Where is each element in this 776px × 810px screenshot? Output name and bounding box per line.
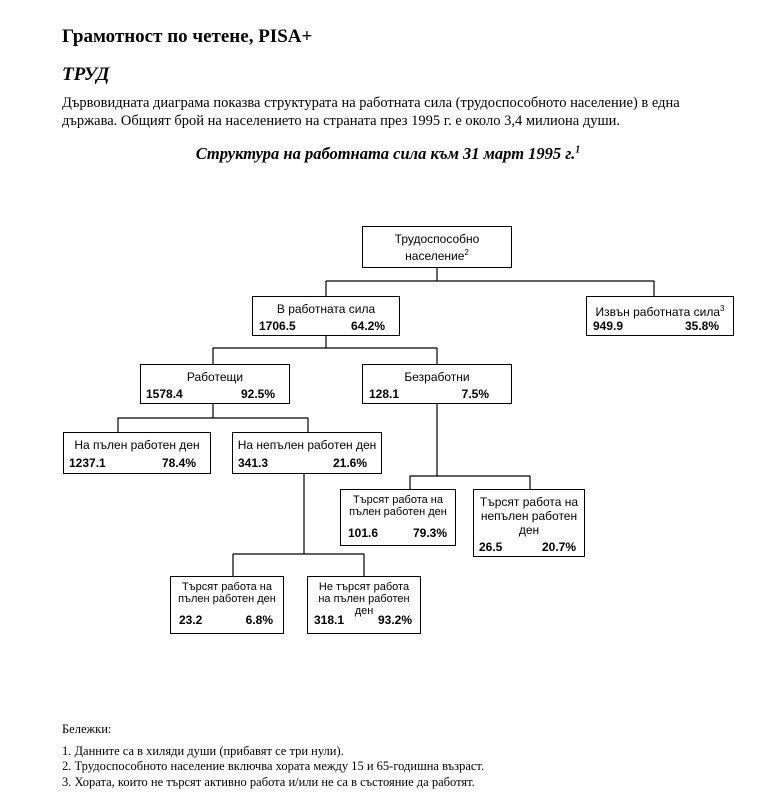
node-full-time xyxy=(63,432,211,474)
chart-title-text: Структура на работната сила към 31 март 1995 г. xyxy=(195,144,576,163)
intro-paragraph: Дървовидната диаграма показва структурата на работната сила (трудоспособното население) в една държава. Общият брой на населението на страната през 1995 г. е около 3,4 милиона души. xyxy=(62,95,680,129)
node-percent: 78.4% xyxy=(161,456,196,470)
node-label: Не търсят работа на пълен работен ден xyxy=(318,581,410,617)
page-title: Грамотност по четене, PISA+ xyxy=(62,26,313,47)
node-label: Търсят работа на пълен работен ден xyxy=(178,581,276,605)
node-working-age-population xyxy=(362,226,512,268)
node-percent: 92.5% xyxy=(240,387,275,401)
node-percent: 93.2% xyxy=(377,613,412,627)
node-percent: 20.7% xyxy=(541,540,576,554)
node-percent: 64.2% xyxy=(350,319,385,333)
node-label: Безработни xyxy=(404,370,470,384)
node-employed xyxy=(140,364,290,404)
node-part-time-seeking-full-time xyxy=(170,576,284,634)
section-title: ТРУД xyxy=(62,64,110,85)
connector-labor-force xyxy=(213,336,437,364)
node-percent: 35.8% xyxy=(684,319,719,333)
node-value: 1237.1 xyxy=(69,456,106,470)
notes xyxy=(62,722,484,790)
node-value: 23.2 xyxy=(179,613,203,627)
node-percent: 79.3% xyxy=(412,526,447,540)
node-value: 341.3 xyxy=(238,456,269,470)
node-unemployed-seeking-full-time xyxy=(340,489,456,546)
note-item: 3. Хората, които не търсят активно работа и/или не са в състояние да работят. xyxy=(62,774,475,789)
connector-employed xyxy=(118,404,308,432)
node-label: На непълен работен ден xyxy=(237,438,377,452)
node-value: 128.1 xyxy=(369,387,400,401)
connector-unemployed xyxy=(410,404,530,489)
node-value: 949.9 xyxy=(593,319,624,333)
note-item: 1. Данните са в хиляди души (прибавят се три нули). xyxy=(62,743,344,758)
node-value: 1706.5 xyxy=(259,319,296,333)
node-outside-labor-force xyxy=(586,296,734,336)
node-percent: 7.5% xyxy=(461,387,489,401)
node-value: 101.6 xyxy=(348,526,379,540)
node-value: 26.5 xyxy=(479,540,503,554)
node-part-time-not-seeking-full-time xyxy=(307,576,421,634)
footnote-mark: 3 xyxy=(720,304,725,313)
node-label: Трудоспособно население xyxy=(394,232,480,263)
notes-heading: Бележки: xyxy=(62,722,112,736)
node-unemployed-seeking-part-time xyxy=(473,489,585,557)
footnote-mark: 2 xyxy=(464,248,469,257)
node-part-time xyxy=(232,432,382,474)
node-label: Търсят работа на непълен работен ден xyxy=(479,495,579,537)
node-percent: 21.6% xyxy=(332,456,367,470)
node-label: Извън работната сила xyxy=(595,305,721,319)
node-percent: 6.8% xyxy=(245,613,273,627)
connector-root xyxy=(326,268,654,296)
node-label: В работната сила xyxy=(276,302,376,316)
chart-title-footnote-mark: 1 xyxy=(575,144,581,156)
node-value: 318.1 xyxy=(314,613,345,627)
node-label: На пълен работен ден xyxy=(74,438,200,452)
node-unemployed xyxy=(362,364,512,404)
note-item: 2. Трудоспособното население включва хората между 15 и 65-годишна възраст. xyxy=(62,759,485,773)
node-label: Работещи xyxy=(186,370,244,384)
node-value: 1578.4 xyxy=(146,387,183,401)
node-in-labor-force xyxy=(252,296,400,336)
node-label: Търсят работа на пълен работен ден xyxy=(349,494,447,518)
